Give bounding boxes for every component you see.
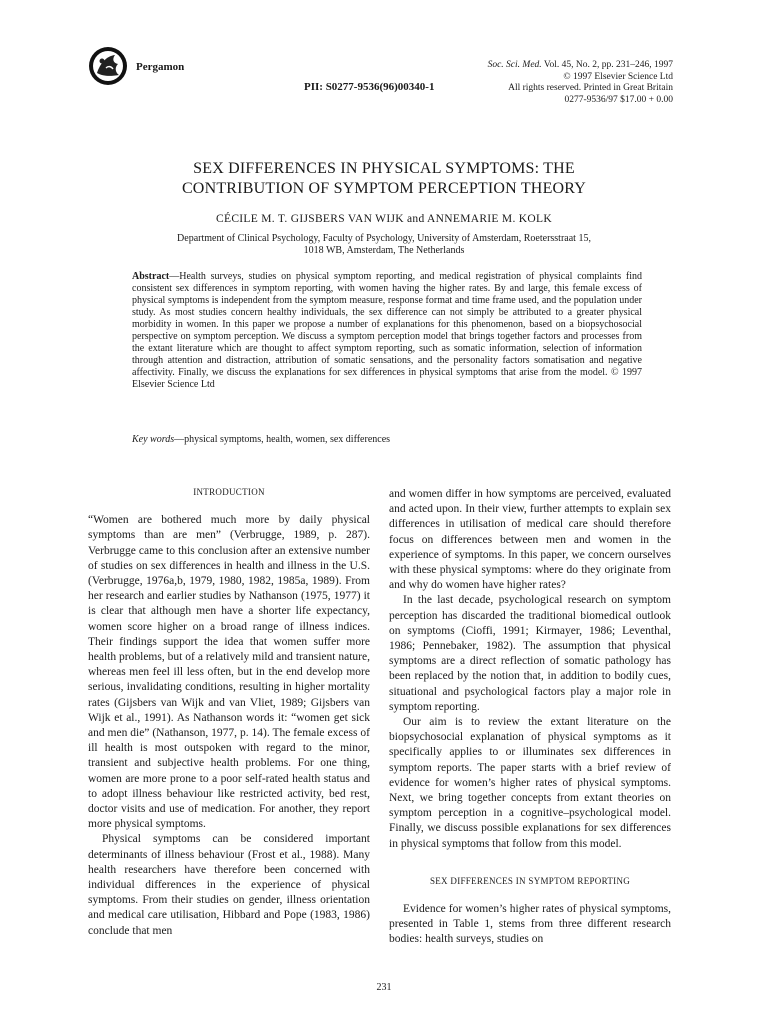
journal-name: Soc. Sci. Med. [487, 60, 542, 70]
title-line-1: SEX DIFFERENCES IN PHYSICAL SYMPTOMS: THE [193, 160, 575, 177]
pergamon-logo-icon [88, 46, 128, 86]
title-line-2: CONTRIBUTION OF SYMPTOM PERCEPTION THEORY [181, 180, 587, 197]
introduction-heading: INTRODUCTION [193, 487, 265, 497]
paragraph: In the last decade, psychological research on symptom perception has discarded the traditional biomedical outlook on symptoms (Cioffi, 1991; Kirmayer, 1986; Leventhal, 1986; Pennebaker, 1982). The assumption that physical symptoms are a direct reflection of somatic pathology has been replaced by the notion that, in addition to bodily cues, situational and psychological factors play a major role in symptom reporting. [389, 594, 671, 713]
rights-line: All rights reserved. Printed in Great Britain [508, 83, 673, 93]
affiliation-line-2: 1018 WB, Amsterdam, The Netherlands [303, 245, 465, 256]
copyright-line: © 1997 Elsevier Science Ltd [563, 71, 673, 82]
paragraph: Our aim is to review the extant literature on the biopsychosocial explanation of physical symptoms as it specifically applies to or illuminates sex differences in symptom reports. The paper starts with a brief review of evidence for women’s higher rates of physical symptoms. Next, we bring together concepts from extant theories on symptom perception in a cognitive–psychological model. Finally, we discuss possible explanations for sex differences in physical symptoms that follow from this model. [389, 716, 671, 850]
right-column [389, 487, 671, 948]
abstract-text: —Health surveys, studies on physical symptom reporting, and medical registration of physical complaints find consistent sex differences in symptom reporting, with women having the higher rates. By and large, this female excess of physical symptoms is independent from the symptom measure, response format and time frame used, and the population under study. As most studies concern healthy individuals, the sex difference can not simply be attributed to a greater physical morbidity in women. In this paper we propose a number of explanations for this phenomenon, based on a biopsychosocial perspective on symptom perception. We discuss a symptom perception model that brings together factors and processes from the extant literature which are thought to affect symptom reporting, such as somatic information, selection of information through attention and distraction, attribution of somatic sensations, and the personality factors somatisation and negative affectivity. Finally, we discuss the explanations for sex differences in physical symptoms that arise from the model. © 1997 Elsevier Science Ltd [132, 271, 642, 390]
affiliation [100, 233, 668, 257]
section-heading-sex-differences: SEX DIFFERENCES IN SYMPTOM REPORTING [429, 875, 631, 886]
journal-volume: Vol. 45, No. 2, pp. 231–246, 1997 [541, 60, 673, 70]
keywords-text: —physical symptoms, health, women, sex differences [174, 434, 391, 445]
issn-line: 0277-9536/97 $17.00 + 0.00 [564, 94, 673, 105]
affiliation-line-1: Department of Clinical Psychology, Faculty of Psychology, University of Amsterdam, Roetersstraat 15, [177, 233, 591, 244]
paragraph: and women differ in how symptoms are perceived, evaluated and acted upon. In their view, further attempts to explain sex differences in utilisation of medical care should therefore focus on differences between men and women in the experience of symptoms. In this paper, we concern ourselves with these physical symptoms: where do they originate from and why do women have higher rates? [389, 488, 671, 592]
abstract [132, 271, 642, 391]
keywords-label: Key words [132, 434, 175, 445]
authors: CÉCILE M. T. GIJSBERS VAN WIJK and ANNEMARIE M. KOLK [216, 213, 552, 225]
article-title [100, 159, 668, 199]
left-column [88, 485, 370, 939]
paragraph: Evidence for women’s higher rates of physical symptoms, presented in Table 1, stems from three different research bodies: health surveys, studies on [389, 903, 671, 946]
paragraph: “Women are bothered much more by daily physical symptoms than are men” (Verbrugge, 1989, p. 287). Verbrugge came to this conclusion after an extensive number of studies on sex differences in health and illness in the U.S. (Verbrugge, 1976a,b, 1979, 1980, 1982, 1985a, 1989). From her research and earlier studies by Nathanson (1975, 1977) it is clear that although men have a shorter life expectancy, women score higher on a broad range of illness indices. Their findings support the idea that women suffer more health problems, but of a relatively mild and transient nature, whereas men feel ill less often, but in the end develop more serious, invalidating conditions, resulting in higher mortality rates (Gijsbers van Wijk and van Vliet, 1989; Gijsbers van Wijk et al., 1991). As Nathanson words it: “women get sick and men die” (Nathanson, 1977, p. 14). The female excess of ill health is most outspoken with regard to the minor, transient and subjective health problems. For one thing, women are more prone to a poor self-rated health status and to adopt illness behaviour like restricted activity, bed rest, doctor visits and use of medication. For another, they report more physical symptoms. [88, 514, 370, 831]
keywords [132, 434, 642, 445]
abstract-label: Abstract [132, 271, 170, 282]
publisher-name: Pergamon [136, 61, 185, 73]
journal-citation [488, 60, 673, 106]
paragraph: Physical symptoms can be considered important determinants of illness behaviour (Frost et al., 1988). Many health researchers have therefore been concerned with individual differences in the experience of physical symptoms. From their studies on gender, illness orientation and medical care utilisation, Hibbard and Pope (1983, 1986) conclude that men [88, 833, 370, 937]
page-number: 231 [376, 982, 392, 993]
pii-identifier: PII: S0277-9536(96)00340-1 [304, 81, 435, 93]
